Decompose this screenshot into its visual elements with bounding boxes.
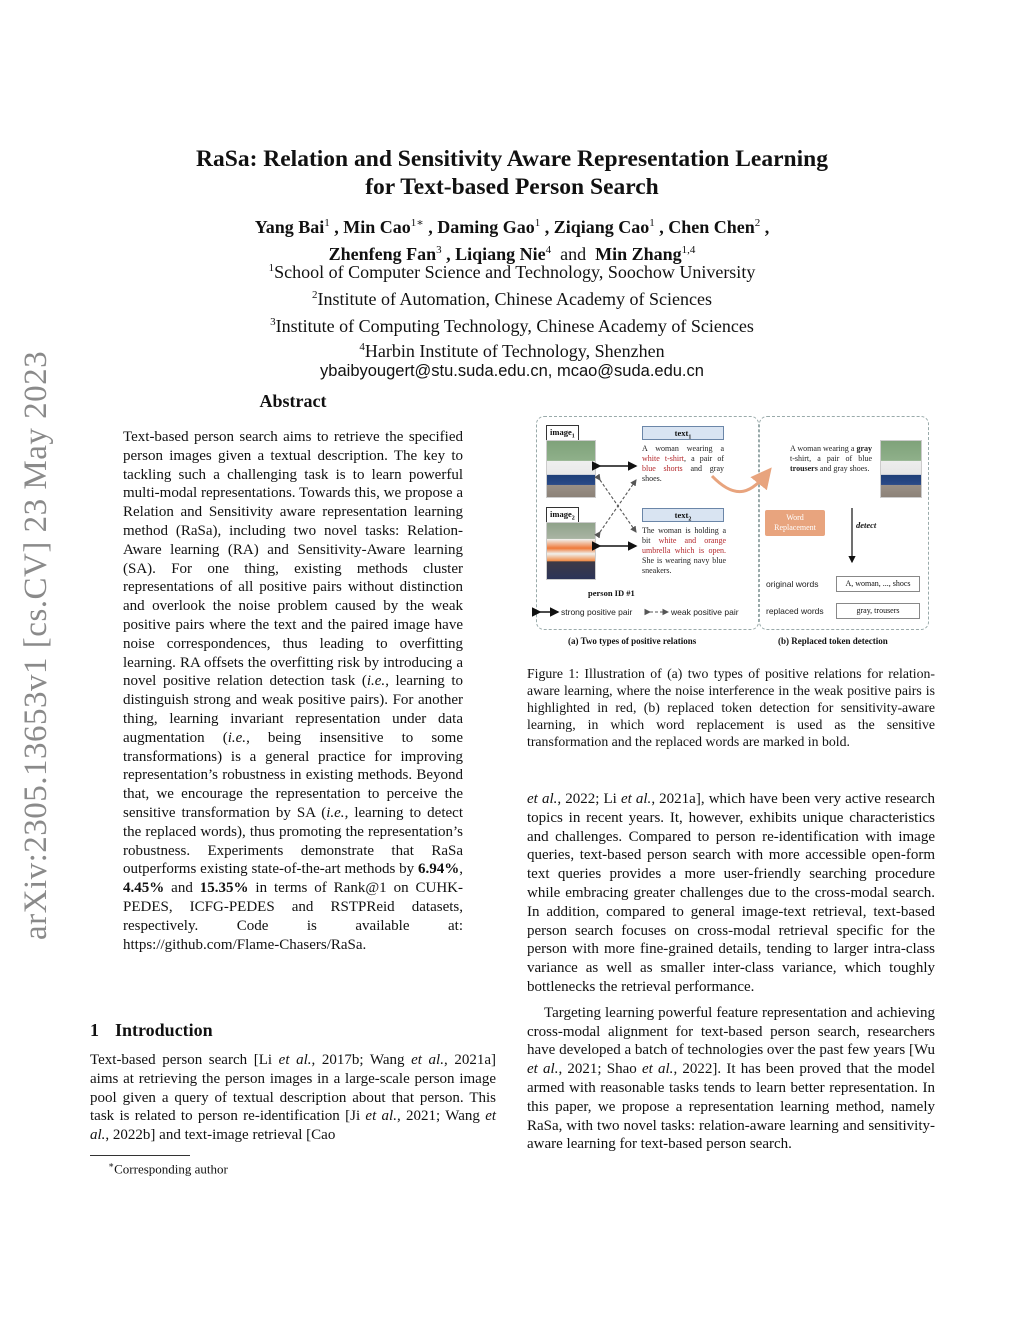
author-name: Chen Chen bbox=[668, 217, 755, 237]
caption-text: t-shirt, a pair of blue bbox=[790, 454, 872, 463]
caption-text: , a pair of bbox=[684, 454, 724, 463]
caption-text: and gray shoes. bbox=[817, 464, 870, 473]
caption-text: The woman is holding a bit bbox=[642, 526, 726, 545]
result-value: 15.35% bbox=[199, 880, 249, 897]
replacement-arrow bbox=[712, 472, 768, 492]
right-column-text bbox=[527, 790, 935, 1161]
author-sup: 1 bbox=[649, 217, 655, 229]
author-sup: 4 bbox=[545, 244, 552, 256]
person-photo-3 bbox=[880, 440, 922, 498]
abstract-heading: Abstract bbox=[259, 391, 327, 411]
detect-label: detect bbox=[856, 520, 877, 530]
abstract-text: and bbox=[164, 880, 200, 897]
author-name: Zhenfeng Fan bbox=[328, 244, 437, 264]
section-title: Introduction bbox=[115, 1020, 213, 1040]
footnote-rule bbox=[90, 1155, 190, 1156]
abstract-text: , bbox=[459, 861, 463, 878]
intro-text: Text-based person search [Li bbox=[90, 1052, 279, 1068]
affiliation bbox=[120, 338, 904, 360]
noise-words: white t-shirt bbox=[642, 454, 684, 463]
result-value: 4.45% bbox=[123, 880, 165, 897]
affiliation-text: Institute of Computing Technology, Chinese Academy of Sciences bbox=[275, 316, 754, 336]
affiliation-sup: 2 bbox=[312, 289, 318, 301]
weak-pair-arrows bbox=[600, 480, 636, 532]
author-sup: 1,4 bbox=[681, 244, 696, 256]
abstract-ie: i.e. bbox=[227, 729, 247, 746]
abstract-ie: i.e. bbox=[326, 804, 345, 821]
section-heading bbox=[90, 1020, 213, 1041]
person-id-label: person ID #1 bbox=[588, 588, 635, 598]
word-replacement-box: Word Replacement bbox=[765, 510, 825, 536]
abstract-body bbox=[123, 428, 463, 954]
title-line-2: for Text-based Person Search bbox=[365, 174, 659, 200]
authors-line-2: Zhenfeng Fan$^3$ , Liqiang Nie$^4$ and Min Zhang$^{1,4}$ bbox=[328, 244, 696, 264]
affiliation-sup: 3 bbox=[270, 316, 276, 328]
citation-etal: et al. bbox=[365, 1108, 397, 1125]
authors-line-1: Yang Bai$^1$ , Min Cao$^{1∗}$ , Daming Gao$^1$ , Ziqiang Cao$^1$ , Chen Chen$^2$ , bbox=[254, 217, 770, 237]
author-sup: 1 bbox=[324, 217, 330, 229]
original-words-label: original words bbox=[766, 579, 819, 589]
result-value: 6.94% bbox=[418, 861, 460, 878]
body-text: , 2021; Shao bbox=[558, 1061, 642, 1078]
citation-etal: et al. bbox=[527, 1061, 559, 1078]
paragraph bbox=[527, 1004, 935, 1154]
intro-text: , 2017b; Wang bbox=[311, 1052, 412, 1068]
replaced-text-caption bbox=[790, 444, 872, 474]
legend-weak-pair: weak positive pair bbox=[671, 607, 739, 617]
body-text: Targeting learning powerful feature representation and achieving cross-modal alignment for text-based person search, researchers have developed a batch of technologies over the past few years [Wu bbox=[527, 1004, 935, 1059]
abstract-text: Text-based person search aims to retrieve the specified person images given a textual description. The key to tackling such a challenging task is to learn powerful multi-modal representations. Towards this, we propose a Relation and Sensitivity aware representation learning method (RaSa), including two novel tasks: Relation-Aware learning (RA) and Sensitivity-Aware learning (SA). For one thing, existing methods cluster representations of all positive pairs without distinction and overlook the noise problem caused by the weak positive pairs where the text and the paired image have noise correspondences, thus leading to overfitting learning. RA offsets the overfitting risk by introducing a novel positive relation detection task ( bbox=[123, 429, 463, 690]
abstract-text: , being insensitive to some transformations) is a general practice for improving representation’s robustness in existing methods. Beyond that, we encourage the representation to perceive the sensitive transformation by SA ( bbox=[123, 729, 463, 821]
legend-strong-pair: strong positive pair bbox=[561, 607, 633, 617]
figure-caption: Figure 1: Illustration of (a) two types of positive relations for relation-aware learning, where the noise interference in the weak positive pairs is highlighted in red, (b) replaced token detection for sensitivity-aware learning, in which word replacement is used as the sensitive transformation and the replaced words are marked in bold. bbox=[527, 666, 935, 749]
affiliation-sup: 1 bbox=[268, 262, 275, 274]
noise-words: blue shorts bbox=[642, 464, 683, 473]
replaced-word: gray bbox=[856, 444, 872, 453]
footnote bbox=[108, 1160, 228, 1177]
citation-etal: et al. bbox=[641, 1061, 674, 1078]
text-label-text: text bbox=[674, 510, 689, 520]
paragraph bbox=[527, 790, 935, 997]
affiliation-text: Institute of Automation, Chinese Academy of Sciences bbox=[317, 289, 712, 309]
author-name: Ziqiang Cao bbox=[553, 217, 650, 237]
intro-text: , 2022b] and text-image retrieval [Cao bbox=[105, 1127, 336, 1144]
title-line-1: RaSa: Relation and Sensitivity Aware Representation Learning bbox=[196, 146, 828, 172]
citation-etal: et al. bbox=[527, 791, 558, 807]
replaced-words-label: replaced words bbox=[766, 606, 824, 616]
affiliation-text: School of Computer Science and Technology, Soochow University bbox=[274, 262, 756, 282]
figure-1 bbox=[532, 412, 932, 648]
caption-text: A woman wearing a bbox=[790, 444, 857, 453]
section-number: 1 bbox=[90, 1020, 99, 1040]
subfigure-a-caption: (a) Two types of positive relations bbox=[568, 636, 697, 646]
author-name: Min Cao bbox=[343, 217, 411, 237]
text-label-sub: 1 bbox=[688, 434, 692, 441]
text-label-text: text bbox=[674, 428, 689, 438]
author-name: Yang Bai bbox=[254, 217, 325, 237]
replaced-word: trousers bbox=[790, 464, 818, 473]
noise-words: white and orange umbrella which is open. bbox=[642, 536, 727, 555]
affiliation bbox=[120, 257, 904, 284]
abstract-text: , learning to detect the replaced words), thus promoting the representation’s robustness. Experiments demonstrate that RaSa outperforms existing state-of-the-art methods by bbox=[123, 804, 463, 878]
paper-title bbox=[120, 145, 904, 201]
author-sup: 2 bbox=[754, 217, 761, 229]
body-text: , 2022]. It has been proved that the model armed with reasonable tasks tends to learn better representation. In this paper, we propose a representation learning method, namely RaSa, with two novel tasks: relation-aware learning and sensitivity-aware learning for text-based person search. bbox=[527, 1061, 935, 1153]
caption-text: A woman wearing a bbox=[642, 444, 724, 453]
arxiv-stamp: arXiv:2305.13653v1 [cs.CV] 23 May 2023 bbox=[18, 350, 54, 940]
text-label-sub: 2 bbox=[688, 516, 692, 523]
author-emails[interactable]: ybaibyougert@stu.suda.edu.cn, mcao@suda.edu.cn bbox=[320, 362, 704, 380]
affiliation bbox=[120, 284, 904, 311]
intro-text: , 2021; Wang bbox=[396, 1108, 486, 1125]
caption-text: and gray shoes. bbox=[642, 464, 724, 483]
subfigure-b-caption: (b) Replaced token detection bbox=[778, 636, 888, 646]
and-word: and bbox=[560, 244, 587, 264]
author-name: Liqiang Nie bbox=[455, 244, 546, 264]
caption-text: She is wearing navy blue sneakers. bbox=[642, 556, 726, 575]
citation-etal: et al. bbox=[411, 1052, 444, 1068]
abstract-text: , learning to distinguish strong and weak positive pairs). For another thing, learning invariant representation under data augmentation ( bbox=[123, 673, 463, 746]
abstract-text: in terms of Rank@1 on CUHK-PEDES, ICFG-PEDES and RSTPReid datasets, respectively. Code is available at: https://github.com/Flame-Chasers/RaSa. bbox=[123, 880, 463, 953]
affiliation-sup: 4 bbox=[359, 341, 365, 353]
intro-paragraph-left bbox=[90, 1051, 496, 1145]
image-label-sub: 2 bbox=[571, 515, 575, 522]
abstract-ie: i.e. bbox=[366, 673, 386, 690]
affiliation-text: Harbin Institute of Technology, Shenzhen bbox=[364, 341, 665, 361]
author-sup: 3 bbox=[436, 244, 442, 256]
body-text: , 2022; Li bbox=[557, 791, 621, 807]
replaced-words-box: gray, trousers bbox=[836, 603, 920, 619]
image-label-text: image bbox=[550, 509, 572, 519]
image-label-sub: 1 bbox=[571, 433, 575, 440]
image-label-text: image bbox=[550, 427, 572, 437]
author-name: Daming Gao bbox=[437, 217, 535, 237]
intro-text: , 2021a] aims at retrieving the person images in a large-scale person image pool given a query of textual description about that person. This task is related to person re-identification [Ji bbox=[90, 1052, 496, 1125]
footnote-mark: ∗ bbox=[108, 1160, 115, 1170]
author-sup: 1 bbox=[534, 217, 541, 229]
footnote-text: Corresponding author bbox=[114, 1161, 228, 1177]
citation-etal: et al. bbox=[278, 1052, 312, 1068]
original-words-box: A, woman, ..., shocs bbox=[836, 576, 920, 592]
citation-etal: et al. bbox=[90, 1108, 497, 1144]
affiliations bbox=[120, 257, 904, 383]
body-text: , 2021a], which have been very active research topics in recent years. It, however, exhibits unique characteristics and challenges. Compared to person re-identification with image queries, text-based person search with more accessible open-form text queries provides a more user-friendly searching procedure while embracing greater challenges due to the cross-modal search. In addition, compared to general image-text retrieval, text-based person search focuses on cross-modal retrieval specific for the person with more fine-grained details, tending to larger intra-class variance as well as smaller inter-class variance, which toughly bottlenecks the retrieval performance. bbox=[527, 791, 935, 995]
author-name: Min Zhang bbox=[595, 244, 682, 264]
affiliation bbox=[120, 311, 904, 338]
citation-etal: et al. bbox=[620, 791, 652, 807]
author-sup: 1∗ bbox=[410, 217, 424, 229]
